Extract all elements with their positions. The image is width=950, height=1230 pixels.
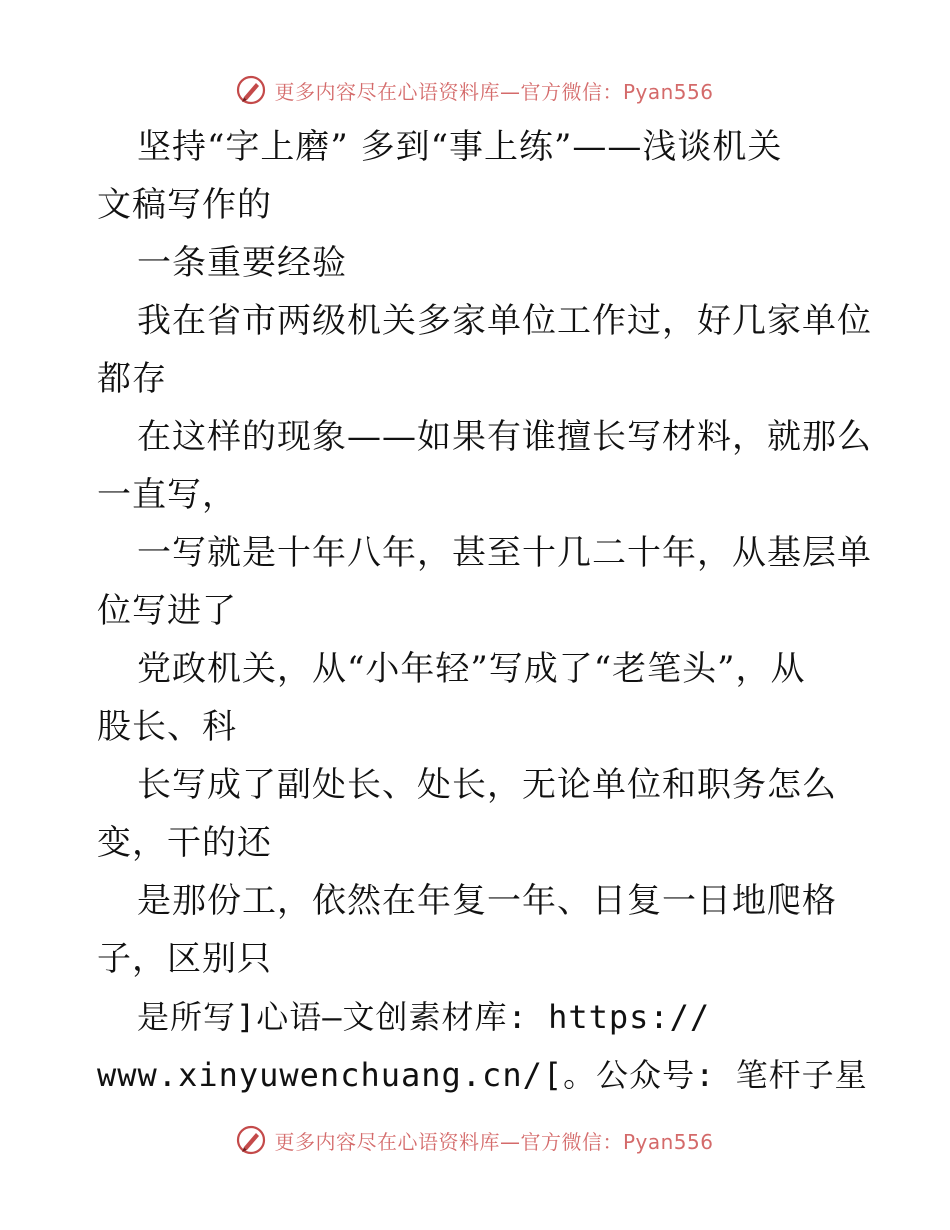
footer-banner (0, 1120, 950, 1160)
paragraph-line: 一直写， (97, 475, 237, 515)
paragraph-line: 子，区别只 (97, 939, 272, 979)
paragraph-line: 位写进了 (97, 591, 237, 631)
pen-logo-icon (236, 75, 266, 105)
header-banner-text: 更多内容尽在心语资料库—官方微信：Pyan556 (274, 79, 714, 104)
paragraph-line: 都存 (97, 359, 167, 399)
pen-logo-icon (236, 1125, 266, 1155)
paragraph-line: 在这样的现象——如果有谁擅长写材料，就那么 (137, 417, 872, 457)
title-line-continued: 文稿写作的 (97, 185, 272, 225)
footer-banner-text: 更多内容尽在心语资料库—官方微信：Pyan556 (274, 1129, 714, 1154)
document-body (97, 118, 872, 1104)
source-line: 是所写]心语—文创素材库: https:// (137, 998, 711, 1036)
paragraph-line: 我在省市两级机关多家单位工作过，好几家单位 (137, 301, 872, 341)
paragraph-line: 股长、科 (97, 707, 237, 747)
source-url-line: www.xinyuwenchuang.cn/[。公众号: 笔杆子星 (97, 1056, 868, 1094)
paragraph-line: 长写成了副处长、处长，无论单位和职务怎么 (137, 765, 837, 805)
paragraph-line: 一写就是十年八年，甚至十几二十年，从基层单 (137, 533, 872, 573)
header-banner (0, 70, 950, 110)
title-line: 坚持“字上磨” 多到“事上练”——浅谈机关 (137, 127, 783, 167)
subtitle-line: 一条重要经验 (137, 243, 347, 283)
paragraph-line: 变，干的还 (97, 823, 272, 863)
paragraph-line: 是那份工，依然在年复一年、日复一日地爬格 (137, 881, 837, 921)
paragraph-line: 党政机关，从“小年轻”写成了“老笔头”，从 (137, 649, 806, 689)
